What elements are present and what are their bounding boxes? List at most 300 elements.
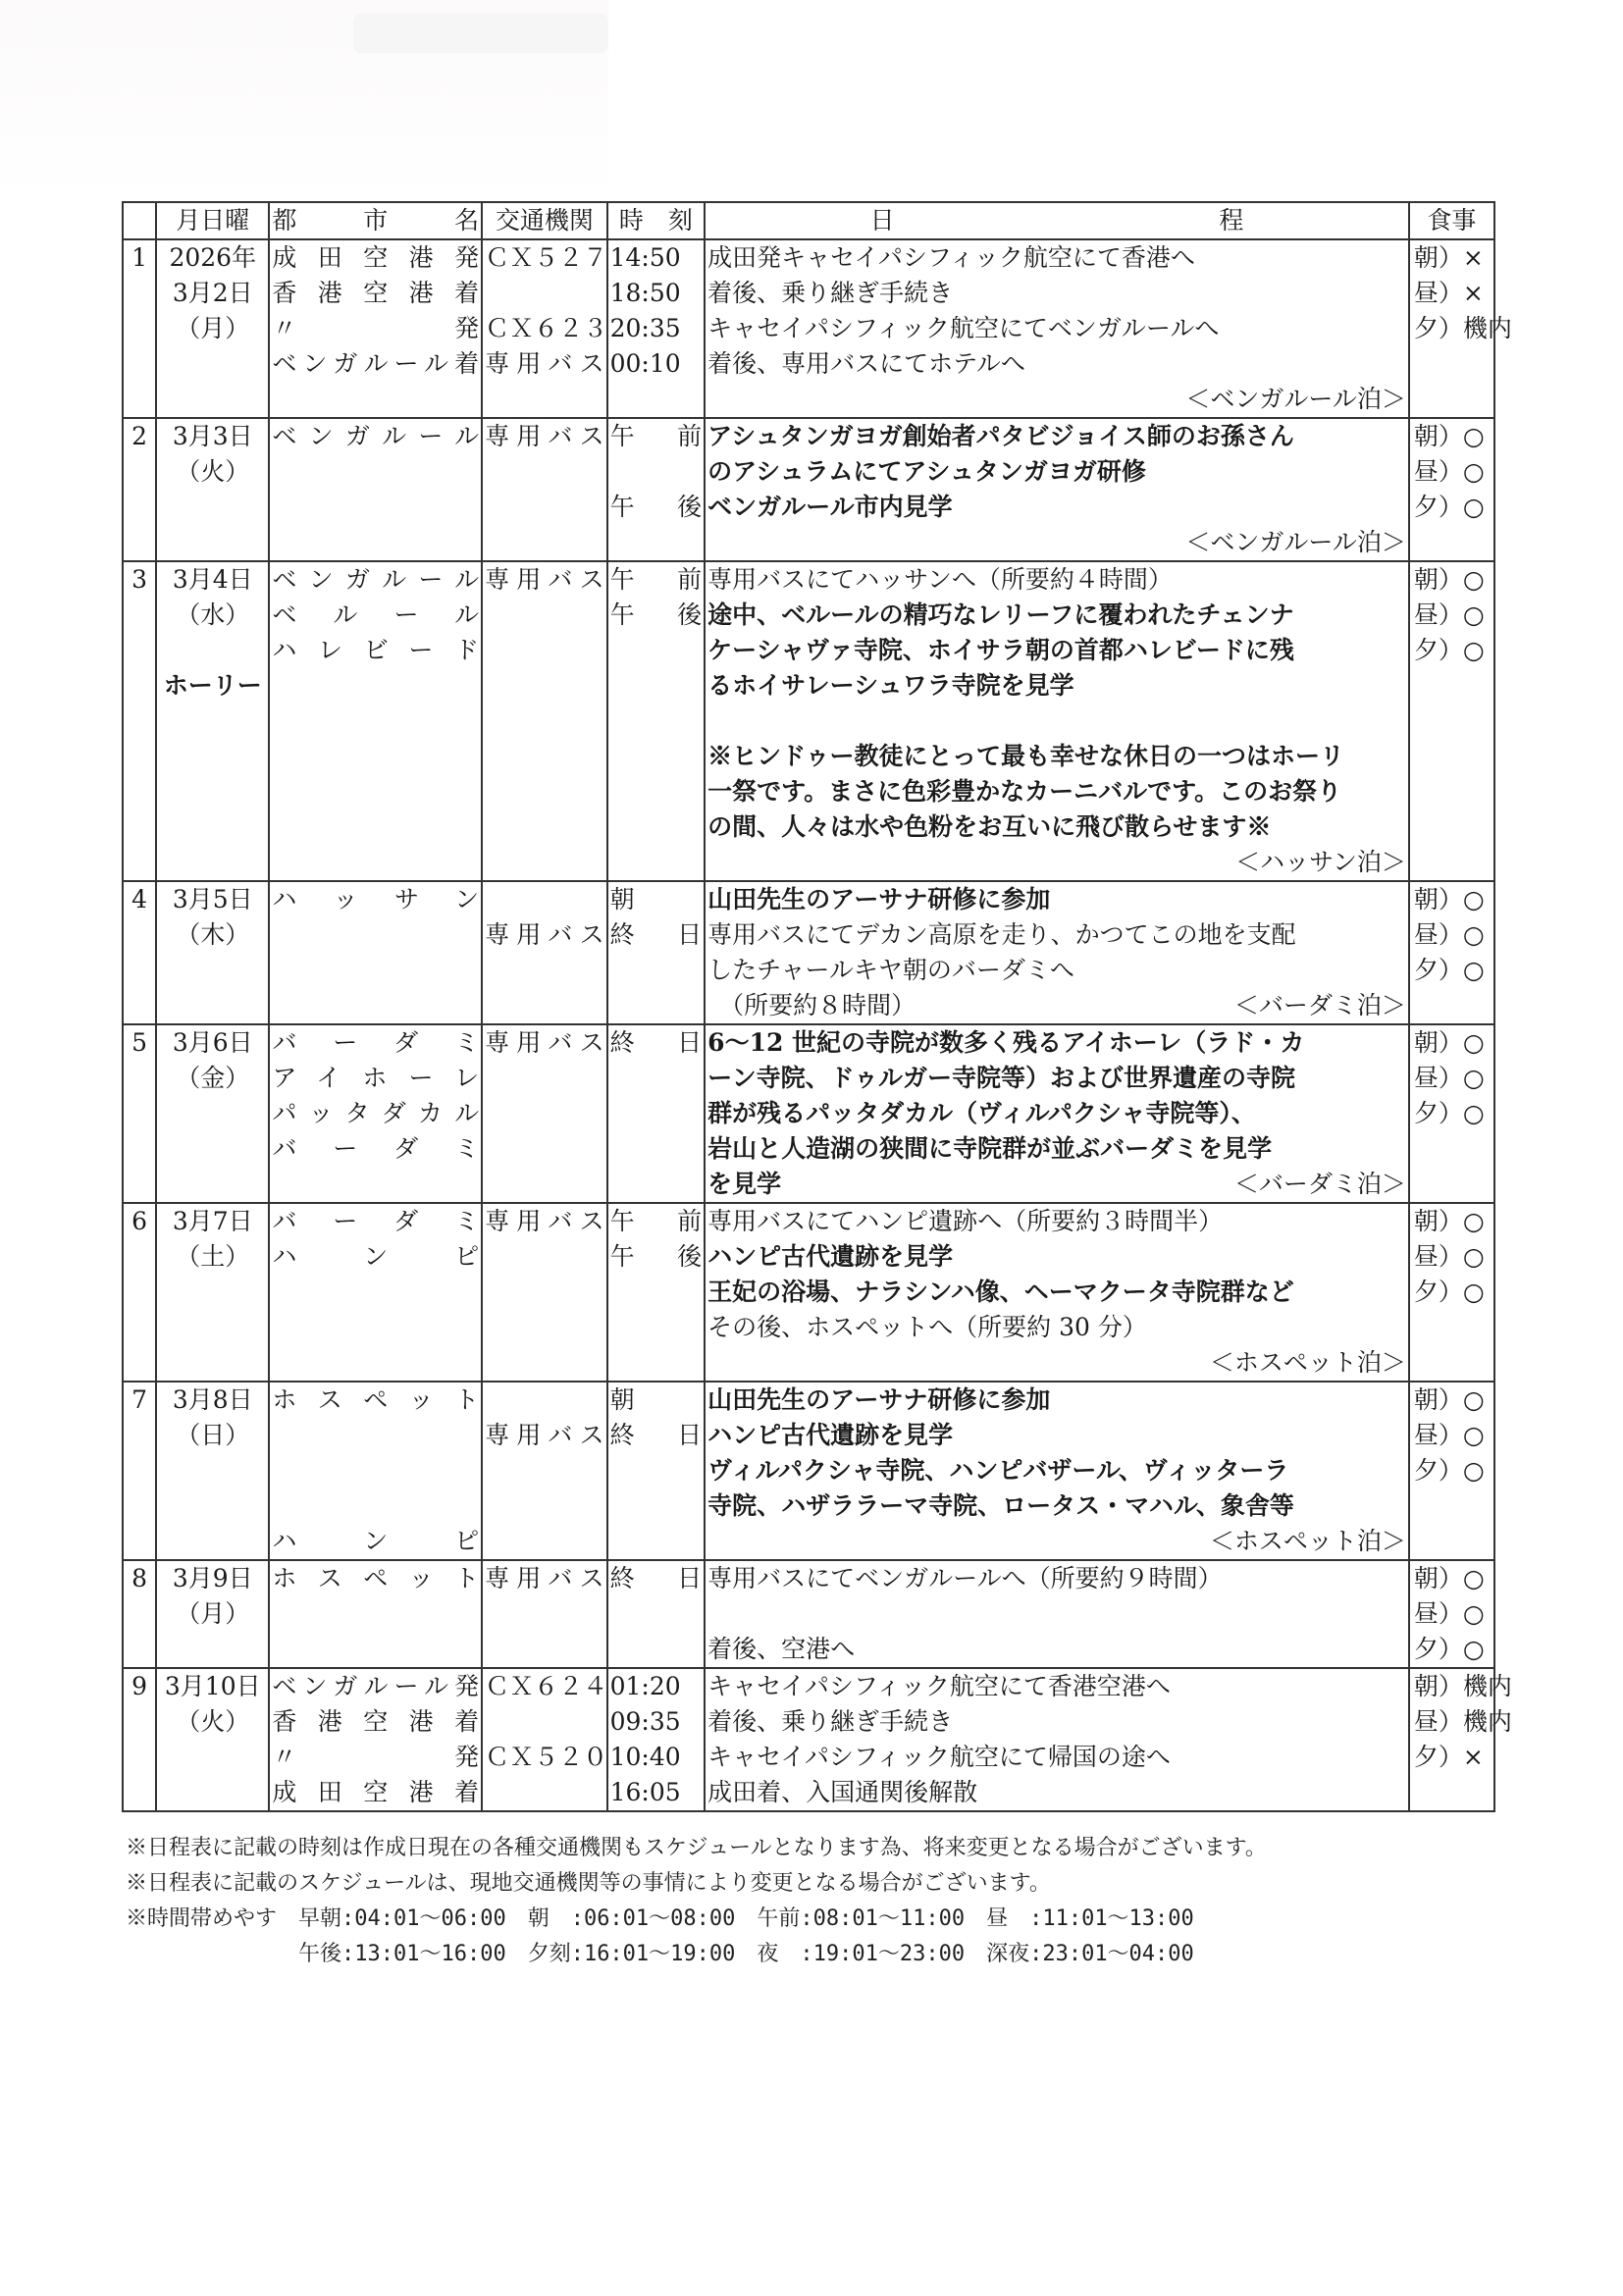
meal-line: 夕）○ (1413, 1099, 1485, 1127)
time-line (610, 633, 703, 668)
day-schedule (705, 239, 1409, 418)
day-meals (1409, 1203, 1494, 1382)
day-number-text: 3 (131, 565, 148, 594)
meal-line: 昼）○ (1413, 1242, 1485, 1271)
city-line: ベンガルール発 (272, 1672, 480, 1700)
day-date (156, 418, 269, 561)
day-cities (269, 418, 482, 561)
table-row (123, 881, 1494, 1024)
day-times (607, 1382, 706, 1560)
time-line (610, 988, 703, 1023)
date-line: 3月9日 (172, 1564, 253, 1592)
time-line (610, 1061, 703, 1096)
meal-line: 昼）○ (1413, 457, 1485, 486)
day-transport (482, 239, 607, 418)
date-line (159, 1310, 266, 1345)
city-line: ハンピ (272, 1242, 480, 1271)
meal-line: 昼）○ (1413, 1064, 1485, 1092)
date-line: （火） (176, 1707, 250, 1736)
transport-line: ＣＸ５２０ (485, 1743, 608, 1771)
day-number (123, 418, 156, 561)
day-schedule (705, 1560, 1409, 1668)
transport-line: 専用バス (485, 1028, 604, 1057)
stay-label: ＜ホスペット泊＞ (1209, 1527, 1406, 1555)
meal-line: 夕）○ (1413, 1456, 1485, 1485)
day-meals (1409, 239, 1512, 418)
day-date (156, 1203, 269, 1382)
time-line (610, 1453, 703, 1488)
footnotes (126, 1831, 1529, 1972)
date-line (159, 1488, 266, 1524)
date-line (159, 953, 266, 988)
schedule-line: 着後、空港へ (707, 1635, 856, 1663)
city-line: ベンガルール (272, 422, 480, 450)
date-line (159, 739, 266, 774)
table-row (123, 1382, 1494, 1560)
city-line: 成田空港着 (272, 1778, 480, 1806)
transport-line: ＣＸ５２７ (485, 243, 608, 272)
time-line: 終 日 (609, 1421, 703, 1449)
schedule-line: アシュタンガヨガ創始者パタビジョイス師のお孫さん (707, 422, 1294, 450)
city-line (272, 1488, 479, 1524)
meal-line: 朝）○ (1413, 1385, 1485, 1414)
schedule-line: ※ヒンドゥー教徒にとって最も幸せな休日の一つはホーリ (707, 742, 1345, 770)
transport-line (485, 454, 604, 490)
city-line (272, 739, 479, 774)
date-line: 3月7日 (172, 1207, 253, 1235)
transport-line (485, 1453, 604, 1488)
stay-label: ＜ベンガルール泊＞ (1185, 528, 1406, 556)
date-line (159, 809, 266, 845)
date-line (159, 845, 266, 880)
date-line: （木） (176, 920, 250, 949)
date-line (159, 774, 266, 809)
meal-line: 夕）○ (1413, 1635, 1485, 1663)
day-times (607, 1203, 706, 1382)
transport-line (485, 1596, 604, 1632)
transport-line (485, 668, 604, 704)
time-line (610, 1524, 703, 1559)
city-line (272, 1418, 479, 1453)
day-transport (482, 1382, 607, 1560)
time-line: 09:35 (609, 1707, 681, 1736)
day-meals (1409, 418, 1494, 561)
stay-label: ＜バーダミ泊＞ (1233, 991, 1406, 1019)
transport-line (485, 1775, 604, 1810)
day-times (607, 418, 706, 561)
meal-line: 夕）○ (1413, 956, 1485, 984)
day-date (156, 239, 269, 418)
schedule-stay-line (707, 525, 1406, 560)
date-line (159, 1453, 266, 1488)
header-schedule (705, 202, 1409, 239)
schedule-line: ハンピ古代遺跡を見学 (707, 1421, 954, 1449)
time-line (610, 739, 703, 774)
date-line: （月） (176, 1599, 250, 1628)
meal-line: 昼）× (1413, 279, 1484, 307)
meal-line: 夕）× (1413, 1743, 1484, 1771)
schedule-stay-line (707, 382, 1406, 417)
meal-line: 朝）○ (1413, 1028, 1485, 1057)
header-no (123, 202, 156, 239)
footnote-1: ※日程表に記載の時刻は作成日現在の各種交通機関もスケジュールとなります為、将来変更となる場合がございます。 (126, 1836, 1267, 1860)
schedule-line: したチャールキヤ朝のバーダミへ (707, 956, 1074, 984)
time-line (610, 1632, 703, 1667)
transport-line: 専用バス (485, 1207, 604, 1235)
date-line: 3月8日 (172, 1385, 253, 1414)
transport-line (485, 1061, 604, 1096)
schedule-line: 王妃の浴場、ナラシンハ像、ヘーマクータ寺院群など (707, 1278, 1294, 1306)
date-line: （月） (176, 314, 250, 342)
transport-line (485, 1096, 604, 1131)
day-transport (482, 881, 607, 1024)
day-cities (269, 1560, 482, 1668)
time-line (610, 1488, 703, 1524)
transport-line: 専用バス (485, 1564, 604, 1592)
day-date (156, 1024, 269, 1203)
city-line (272, 917, 479, 953)
header-city: 都 市 名 (269, 202, 482, 239)
city-line: ホスペット (272, 1564, 480, 1592)
day-date (156, 881, 269, 1024)
schedule-line: 6～12 世紀の寺院が数多く残るアイホーレ（ラド・カ (707, 1028, 1305, 1057)
day-cities (269, 881, 482, 1024)
city-line: 香港空港着 (272, 1707, 480, 1736)
day-number-text: 5 (131, 1028, 148, 1057)
schedule-line: 途中、ベルールの精巧なレリーフに覆われたチェンナ (707, 600, 1294, 629)
transport-line (485, 525, 604, 560)
time-line: 朝 (609, 885, 635, 913)
time-line (610, 1345, 703, 1381)
transport-line: 専用バス (485, 422, 604, 450)
day-cities (269, 1668, 482, 1811)
city-line (272, 1310, 479, 1345)
date-line (159, 633, 266, 668)
schedule-line: キャセイパシフィック航空にて帰国の途へ (707, 1743, 1171, 1771)
day-number (123, 1382, 156, 1560)
table-row (123, 1560, 1494, 1668)
day-cities (269, 1024, 482, 1203)
date-line: 3月5日 (172, 885, 253, 913)
schedule-line: ーン寺院、ドゥルガー寺院等）および世界遺産の寺院 (707, 1064, 1296, 1092)
meal-line: 夕）機内 (1413, 314, 1512, 342)
meal-line: 昼）機内 (1413, 1707, 1512, 1736)
time-line (610, 668, 703, 704)
stay-label: ＜バーダミ泊＞ (1233, 1170, 1406, 1198)
transport-line (485, 1239, 604, 1275)
transport-line (485, 1131, 604, 1167)
schedule-line: 群が残るパッタダカル（ヴィルパクシャ寺院等）、 (707, 1099, 1256, 1127)
schedule-line: るホイサレーシュワラ寺院を見学 (707, 671, 1074, 700)
table-row (123, 561, 1494, 881)
transport-line (485, 490, 604, 525)
date-line: 3月10日 (164, 1672, 261, 1700)
city-line: ベルール (272, 600, 480, 629)
date-line: ホーリー (163, 671, 262, 700)
city-line: バーダミ (272, 1028, 480, 1057)
schedule-line: 着後、乗り継ぎ手続き (707, 1707, 954, 1736)
transport-line: ＣＸ６２３ (485, 314, 608, 342)
time-line: 午 後 (609, 600, 703, 629)
day-times (607, 881, 706, 1024)
transport-line (485, 882, 604, 917)
city-line: ハレビード (272, 636, 480, 664)
time-line: 14:50 (609, 243, 681, 272)
date-line (159, 346, 266, 382)
meal-line: 朝）○ (1413, 885, 1485, 913)
schedule-line: 寺院、ハザララーマ寺院、ロータス・マハル、象舎等 (707, 1491, 1294, 1520)
day-number-text: 9 (131, 1672, 148, 1700)
date-line (159, 1632, 266, 1667)
schedule-line: ハンピ古代遺跡を見学 (707, 1242, 954, 1271)
day-meals (1409, 881, 1494, 1024)
city-line (272, 988, 479, 1023)
day-number-text: 7 (131, 1385, 148, 1414)
schedule-line: のアシュラムにてアシュタンガヨガ研修 (707, 457, 1146, 486)
date-line: （火） (176, 457, 250, 486)
time-line (610, 953, 703, 988)
city-line: ホスペット (272, 1385, 480, 1414)
city-line (272, 490, 479, 525)
day-date (156, 1560, 269, 1668)
date-line (159, 1275, 266, 1310)
city-line (272, 525, 479, 560)
footnote-3: ※時間帯めやす 早朝:04:01～06:00 朝 :06:01～08:00 午前:08:01～11:00 昼 :11:01～13:00 (126, 1906, 1194, 1931)
day-schedule (705, 1024, 1409, 1203)
transport-line (485, 988, 604, 1023)
time-line (610, 845, 703, 880)
meal-line: 昼）○ (1413, 1599, 1485, 1628)
day-transport (482, 561, 607, 881)
table-row (123, 1668, 1494, 1811)
footnote-2: ※日程表に記載のスケジュールは、現地交通機関等の事情により変更となる場合がございます。 (126, 1871, 1051, 1896)
date-line (159, 1167, 266, 1202)
day-meals (1409, 1668, 1512, 1811)
schedule-line: 着後、専用バスにてホテルへ (707, 349, 1025, 378)
schedule-line: 専用バスにてベンガルールへ（所要約９時間） (707, 1564, 1223, 1592)
schedule-stay-line (707, 1167, 1406, 1202)
time-line: 午 前 (609, 565, 703, 594)
day-times (607, 561, 706, 881)
transport-line (485, 1345, 604, 1381)
stay-label: ＜ベンガルール泊＞ (1185, 385, 1406, 413)
header-transport: 交通機関 (482, 202, 607, 239)
header-schedule-right: 程 (1219, 206, 1244, 235)
day-date (156, 1668, 269, 1811)
day-number-text: 2 (131, 422, 148, 450)
time-line: 00:10 (609, 349, 681, 378)
day-cities (269, 1382, 482, 1560)
city-line: ベンガルール (272, 565, 480, 594)
transport-line (485, 276, 604, 311)
day-number-text: 1 (131, 243, 148, 272)
schedule-stay-line (707, 1524, 1406, 1559)
time-line: 終 日 (609, 920, 703, 949)
time-line: 午 前 (609, 1207, 703, 1235)
schedule-line: 山田先生のアーサナ研修に参加 (707, 885, 1051, 913)
table-row (123, 239, 1494, 418)
day-number-text: 8 (131, 1564, 148, 1592)
time-line (610, 1310, 703, 1345)
schedule-stay-line (707, 1345, 1406, 1381)
time-line: 16:05 (609, 1778, 681, 1806)
transport-line (485, 704, 604, 739)
day-number-text: 6 (131, 1207, 148, 1235)
schedule-line: 専用バスにてハッサンへ（所要約４時間） (707, 565, 1173, 594)
day-transport (482, 1024, 607, 1203)
schedule-line: 山田先生のアーサナ研修に参加 (707, 1385, 1051, 1414)
schedule-line: 着後、乗り継ぎ手続き (707, 279, 954, 307)
transport-line (485, 1488, 604, 1524)
meal-line: 朝）○ (1413, 565, 1485, 594)
time-line: 18:50 (609, 279, 681, 307)
city-line (272, 1345, 479, 1381)
date-line (159, 1524, 266, 1559)
header-time: 時 刻 (607, 202, 706, 239)
day-date (156, 561, 269, 881)
time-line (610, 525, 703, 560)
transport-line (485, 1383, 604, 1418)
stay-label: ＜ホスペット泊＞ (1209, 1348, 1406, 1377)
day-schedule (705, 881, 1409, 1024)
meal-line: 昼）○ (1413, 920, 1485, 949)
day-number (123, 1024, 156, 1203)
date-line: 3月3日 (172, 422, 253, 450)
date-line: （土） (176, 1242, 250, 1271)
date-line (159, 1131, 266, 1167)
city-line (272, 1632, 479, 1667)
transport-line (485, 739, 604, 774)
schedule-line: の間、人々は水や色粉をお互いに飛び散らせます※ (707, 812, 1272, 841)
meal-line: 朝）○ (1413, 422, 1485, 450)
city-line: アイホーレ (272, 1064, 480, 1092)
city-line (272, 668, 479, 704)
transport-line (485, 845, 604, 880)
day-cities (269, 1203, 482, 1382)
time-line (610, 774, 703, 809)
time-line (610, 704, 703, 739)
schedule-line: キャセイパシフィック航空にてベンガルールへ (707, 314, 1220, 342)
transport-line (485, 1704, 604, 1740)
date-line: 3月6日 (172, 1028, 253, 1057)
city-line (272, 382, 479, 417)
date-line (159, 704, 266, 739)
meal-line: 朝）機内 (1413, 1672, 1512, 1700)
city-line: バーダミ (272, 1134, 480, 1163)
schedule-line: 一祭です。まさに色彩豊かなカーニバルです。このお祭り (707, 777, 1342, 806)
time-line (610, 809, 703, 845)
day-number (123, 561, 156, 881)
footnote-4: 午後:13:01～16:00 夕刻:16:01～19:00 夜 :19:01～23:00 深夜:23:01～04:00 (126, 1942, 1194, 1966)
time-line: 終 日 (609, 1564, 703, 1592)
schedule-line: その後、ホスペットへ（所要約 30 分） (707, 1313, 1147, 1341)
time-line (610, 1096, 703, 1131)
day-number-text: 4 (131, 885, 148, 913)
transport-line (485, 598, 604, 633)
transport-line: ＣＸ６２４ (485, 1672, 608, 1700)
city-line (272, 704, 479, 739)
city-line: ハッサン (272, 885, 480, 913)
day-cities (269, 239, 482, 418)
day-times (607, 1024, 706, 1203)
schedule-line (707, 704, 1406, 739)
time-line (610, 1167, 703, 1202)
day-schedule (705, 1668, 1409, 1811)
day-schedule (705, 1203, 1409, 1382)
day-transport (482, 418, 607, 561)
city-line (272, 1453, 479, 1488)
schedule-line: ケーシャヴァ寺院、ホイサラ朝の首都ハレビードに残 (707, 636, 1294, 664)
day-number (123, 239, 156, 418)
schedule-note: を見学 (707, 1170, 782, 1198)
transport-line (485, 774, 604, 809)
date-line (159, 1345, 266, 1381)
day-number (123, 1668, 156, 1811)
table-row (123, 1024, 1494, 1203)
time-line: 午 前 (609, 422, 703, 450)
day-cities (269, 561, 482, 881)
time-line: 10:40 (609, 1743, 681, 1771)
transport-line: 専用バス (485, 349, 604, 378)
date-line: 3月4日 (172, 565, 253, 594)
time-line (610, 454, 703, 490)
transport-line (485, 1275, 604, 1310)
transport-line (485, 1167, 604, 1202)
day-transport (482, 1203, 607, 1382)
city-line: ベンガルール着 (272, 349, 480, 378)
date-line (159, 382, 266, 417)
day-schedule (705, 561, 1409, 881)
transport-line: 専用バス (485, 565, 604, 594)
city-line (272, 845, 479, 880)
city-line: ハンピ (272, 1527, 480, 1555)
date-line (159, 988, 266, 1023)
time-line (610, 382, 703, 417)
transport-line (485, 953, 604, 988)
city-line: バーダミ (272, 1207, 480, 1235)
scan-mark (353, 14, 608, 53)
time-line: 朝 (609, 1385, 635, 1414)
city-line: 〃 発 (272, 1743, 480, 1771)
day-meals (1409, 1560, 1494, 1668)
meal-line: 朝）× (1413, 243, 1484, 272)
date-line (159, 490, 266, 525)
transport-line (485, 1524, 604, 1559)
time-line: 01:20 (609, 1672, 681, 1700)
day-meals (1409, 1382, 1494, 1560)
date-line (159, 525, 266, 560)
date-line (159, 1740, 266, 1775)
time-line: 20:35 (609, 314, 681, 342)
date-line: （金） (176, 1064, 250, 1092)
day-times (607, 1668, 706, 1811)
day-schedule (705, 418, 1409, 561)
transport-line (485, 382, 604, 417)
time-line (610, 1131, 703, 1167)
table-row (123, 1203, 1494, 1382)
date-line (159, 1775, 266, 1810)
transport-line (485, 1632, 604, 1667)
schedule-line: 専用バスにてハンピ遺跡へ（所要約３時間半） (707, 1207, 1224, 1235)
time-line: 午 後 (609, 1242, 703, 1271)
schedule-line: ヴィルパクシャ寺院、ハンピバザール、ヴィッターラ (707, 1456, 1289, 1485)
schedule-stay-line (707, 845, 1406, 880)
day-transport (482, 1668, 607, 1811)
table-body (123, 239, 1512, 1811)
transport-line: 専用バス (485, 1421, 604, 1449)
city-line (272, 1167, 479, 1202)
schedule-line: 専用バスにてデカン高原を走り、かつてこの地を支配 (707, 920, 1296, 949)
